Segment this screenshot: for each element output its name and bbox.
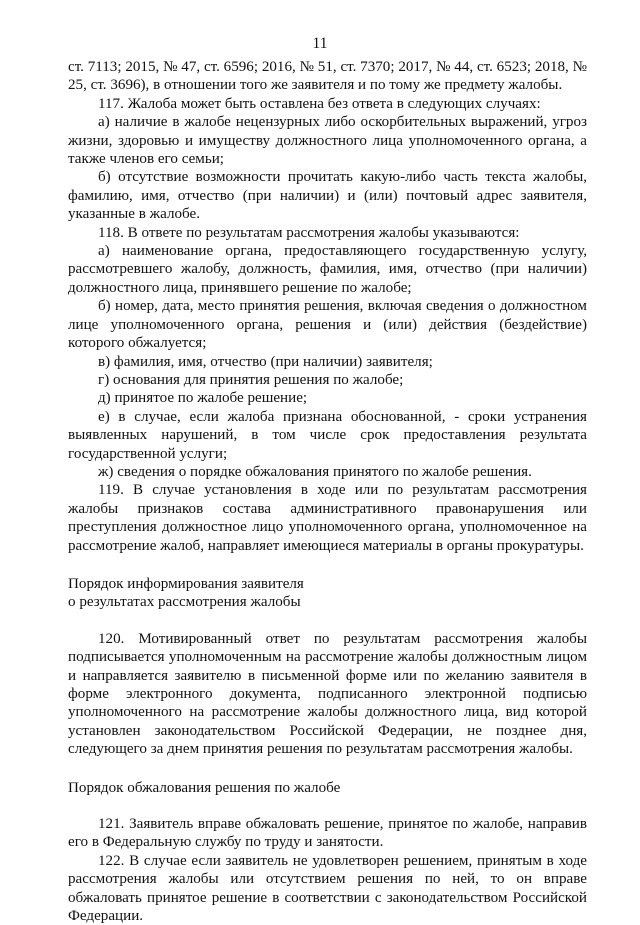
paragraph-118-g: ж) сведения о порядке обжалования принятого по жалобе решения. [98,463,532,480]
paragraph-117-b: б) отсутствие возможности прочитать какую-либо часть текста жалобы, фамилию, имя, отчество (при наличии) и (или) почтовый адрес заявителя, указанные в жалобе. [68,169,587,223]
section-spacer [68,797,587,815]
paragraph-118-e: д) принятое по жалобе решение; [98,390,308,407]
section-heading-appeal: Порядок обжалования решения по жалобе [68,779,341,796]
paragraph-118-a: а) наименование органа, предоставляющего государственную услугу, рассмотревшего жалобу, должность, фамилия, имя, отчество (при наличии) должностного лица, принявшего решение по жалобе; [68,243,587,296]
paragraph-continuation: ст. 7113; 2015, № 47, ст. 6596; 2016, № 51, ст. 7370; 2017, № 44, ст. 6523; 2018, № 25, ст. 3696), в отношении того же заявителя и по тому же предмету жалобы. [68,59,587,94]
paragraph-117: 117. Жалоба может быть оставлена без ответа в следующих случаях: [98,95,541,112]
paragraph-121: 121. Заявитель вправе обжаловать решение, принятое по жалобе, направив его в Федеральную службу по труду и занятости. [68,816,587,851]
paragraph-118-f: е) в случае, если жалоба признана обоснованной, - сроки устранения выявленных нарушений, в том числе срок предоставления результата государственной услуги; [68,408,587,462]
paragraph-122: 122. В случае если заявитель не удовлетворен решением, принятым в ходе рассмотрения жалобы или отсутствием решения по ней, то он вправе обжаловать принятое решение в соответствии с законодательством Российской Федерации. [68,852,587,925]
paragraph-117-a: а) наличие в жалобе нецензурных либо оскорбительных выражений, угроз жизни, здоровью и имуществу должностного лица уполномоченного органа, а также членов его семьи; [68,114,587,168]
paragraph-119: 119. В случае установления в ходе или по результатам рассмотрения жалобы признаков состава административного правонарушения или преступления должностное лицо уполномоченного органа, уполномоченное на рассмотрение жалоб, направляет имеющиеся материалы в органы прокуратуры. [68,482,587,554]
section-heading-informing-line-2: о результатах рассмотрения жалобы [68,594,301,611]
section-spacer [68,759,587,779]
section-heading-informing-line-1: Порядок информирования заявителя [68,575,304,592]
paragraph-118: 118. В ответе по результатам рассмотрения жалобы указываются: [98,224,520,241]
page-number: 11 [312,35,328,52]
document-body [68,58,587,925]
section-spacer [68,555,587,575]
paragraph-118-b: б) номер, дата, место принятия решения, включая сведения о должностном лице уполномоченного органа, решения и (или) действия (бездействие) которого обжалуется; [68,298,587,352]
paragraph-118-c: в) фамилия, имя, отчество (при наличии) заявителя; [98,353,433,370]
paragraph-120: 120. Мотивированный ответ по результатам рассмотрения жалобы подписывается уполномоченным на рассмотрение жалобы должностным лицом и направляется заявителю в письменной форме или по желанию заявителя в форме электронного документа, подписанного электронной подписью уполномоченного на рассмотрение жалобы должностного лица, вид которой установлен законодательством Российской Федерации, не позднее дня, следующего за днем принятия решения по результатам рассмотрения жалобы. [68,630,587,758]
paragraph-118-d: г) основания для принятия решения по жалобе; [98,371,404,388]
section-spacer [68,612,587,630]
